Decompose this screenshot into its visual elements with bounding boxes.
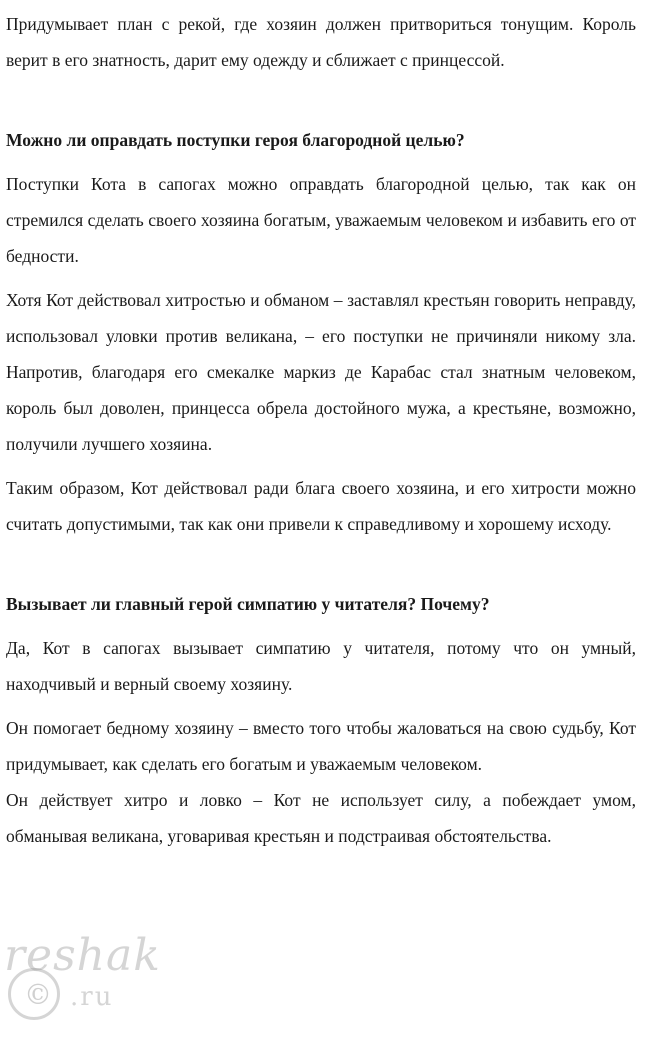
watermark-copyright-symbol: © <box>24 978 52 1011</box>
document-content <box>6 6 636 854</box>
spacer-4 <box>6 462 636 470</box>
spacer-7 <box>6 702 636 710</box>
watermark <box>0 920 300 1040</box>
paragraph-answer-2a: Да, Кот в сапогах вызывает симпатию у читателя, потому что он умный, находчивый и верный своему хозяину. <box>6 638 636 694</box>
spacer-5 <box>6 542 636 586</box>
heading-question-1: Можно ли оправдать поступки героя благородной целью? <box>6 130 465 150</box>
spacer-3 <box>6 274 636 282</box>
watermark-circle <box>8 968 60 1020</box>
watermark-domain-suffix: .ru <box>70 982 114 1012</box>
paragraph-answer-1c: Таким образом, Кот действовал ради блага своего хозяина, и его хитрости можно считать допустимыми, так как они привели к справедливому и хорошему исходу. <box>6 478 636 534</box>
paragraph-answer-2c: Он действует хитро и ловко – Кот не использует силу, а побеждает умом, обманывая великана, уговаривая крестьян и подстраивая обстоятельства. <box>6 790 636 846</box>
heading-question-2: Вызывает ли главный герой симпатию у читателя? Почему? <box>6 594 490 614</box>
spacer-6 <box>6 622 636 630</box>
paragraph-answer-1b: Хотя Кот действовал хитростью и обманом – заставлял крестьян говорить неправду, использовал уловки против великана, – его поступки не причиняли никому зла. Напротив, благодаря его смекалке маркиз де Карабас стал знатным человеком, король был доволен, принцесса обрела достойного мужа, а крестьяне, возможно, получили лучшего хозяина. <box>6 290 636 454</box>
paragraph-answer-1a: Поступки Кота в сапогах можно оправдать благородной целью, так как он стремился сделать своего хозяина богатым, уважаемым человеком и избавить его от бедности. <box>6 174 636 266</box>
watermark-text: reshak <box>4 930 161 981</box>
spacer-2 <box>6 158 636 166</box>
spacer-1 <box>6 78 636 122</box>
paragraph-answer-2b: Он помогает бедному хозяину – вместо того чтобы жаловаться на свою судьбу, Кот придумывает, как сделать его богатым и уважаемым человеком. <box>6 718 636 774</box>
paragraph-intro: Придумывает план с рекой, где хозяин должен притвориться тонущим. Король верит в его знатность, дарит ему одежду и сближает с принцессой. <box>6 14 636 70</box>
